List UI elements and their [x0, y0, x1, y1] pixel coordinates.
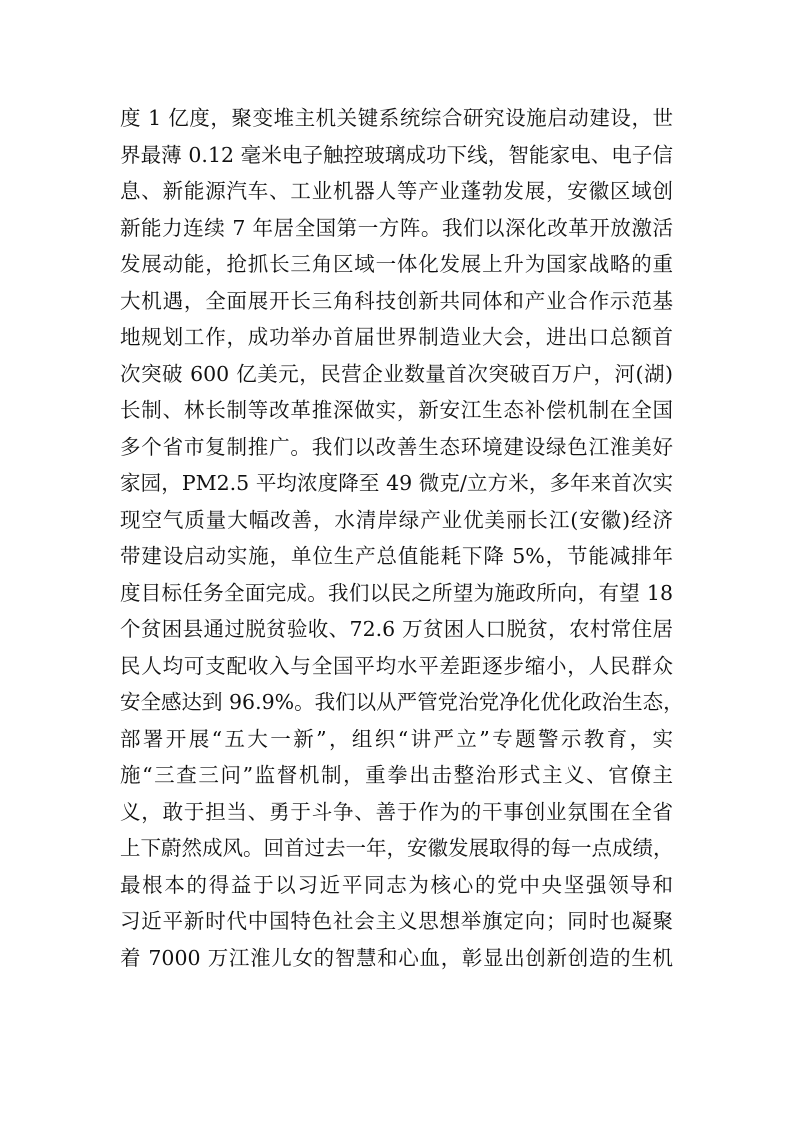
text-line: 发展动能，抢抓长三角区域一体化发展上升为国家战略的重: [120, 252, 673, 276]
text-line: 度目标任务全面完成。我们以民之所望为施政所向，有望 18: [120, 580, 673, 605]
text-line: 多个省市复制推广。我们以改善生态环境建设绿色江淮美好: [120, 434, 673, 459]
text-line: 上下蔚然成风。回首过去一年，安徽发展取得的每一点成绩，: [120, 836, 674, 860]
text-line: 安全感达到 96.9%。我们以从严管党治党净化优化政治生态，: [120, 690, 684, 714]
text-line: 部署开展“五大一新”，组织“讲严立”专题警示教育，实: [120, 726, 673, 751]
text-line: 地规划工作，成功举办首届世界制造业大会，进出口总额首: [120, 325, 673, 349]
text-line: 界最薄 0.12 毫米电子触控玻璃成功下线，智能家电、电子信: [120, 142, 673, 167]
text-line: 家园，PM2.5 平均浓度降至 49 微克/立方米，多年来首次实: [120, 471, 673, 495]
text-line: 施“三查三问”监督机制，重拳出击整治形式主义、官僚主: [120, 763, 673, 787]
text-line: 习近平新时代中国特色社会主义思想举旗定向；同时也凝聚: [120, 909, 673, 933]
text-line: 新能力连续 7 年居全国第一方阵。我们以深化改革开放激活: [120, 215, 673, 240]
text-line: 带建设启动实施，单位生产总值能耗下降 5%，节能减排年: [120, 544, 673, 568]
text-line: 现空气质量大幅改善，水清岸绿产业优美丽长江(安徽)经济: [120, 507, 673, 532]
text-line: 个贫困县通过脱贫验收、72.6 万贫困人口脱贫，农村常住居: [120, 617, 673, 641]
text-line: 度 1 亿度，聚变堆主机关键系统综合研究设施启动建设，世: [120, 106, 673, 130]
text-line: 长制、林长制等改革推深做实，新安江生态补偿机制在全国: [120, 398, 673, 422]
text-line: 息、新能源汽车、工业机器人等产业蓬勃发展，安徽区域创: [120, 179, 673, 203]
text-line: 最根本的得益于以习近平同志为核心的党中央坚强领导和: [120, 872, 673, 897]
text-line: 义，敢于担当、勇于斗争、善于作为的干事创业氛围在全省: [120, 799, 673, 824]
text-line: 大机遇，全面展开长三角科技创新共同体和产业合作示范基: [120, 288, 673, 313]
text-line: 次突破 600 亿美元，民营企业数量首次突破百万户，河(湖): [120, 361, 673, 386]
text-line: 民人均可支配收入与全国平均水平差距逐步缩小，人民群众: [120, 653, 673, 678]
document-page: [120, 100, 684, 976]
text-line: 着 7000 万江淮儿女的智慧和心血，彰显出创新创造的生机: [120, 945, 673, 970]
